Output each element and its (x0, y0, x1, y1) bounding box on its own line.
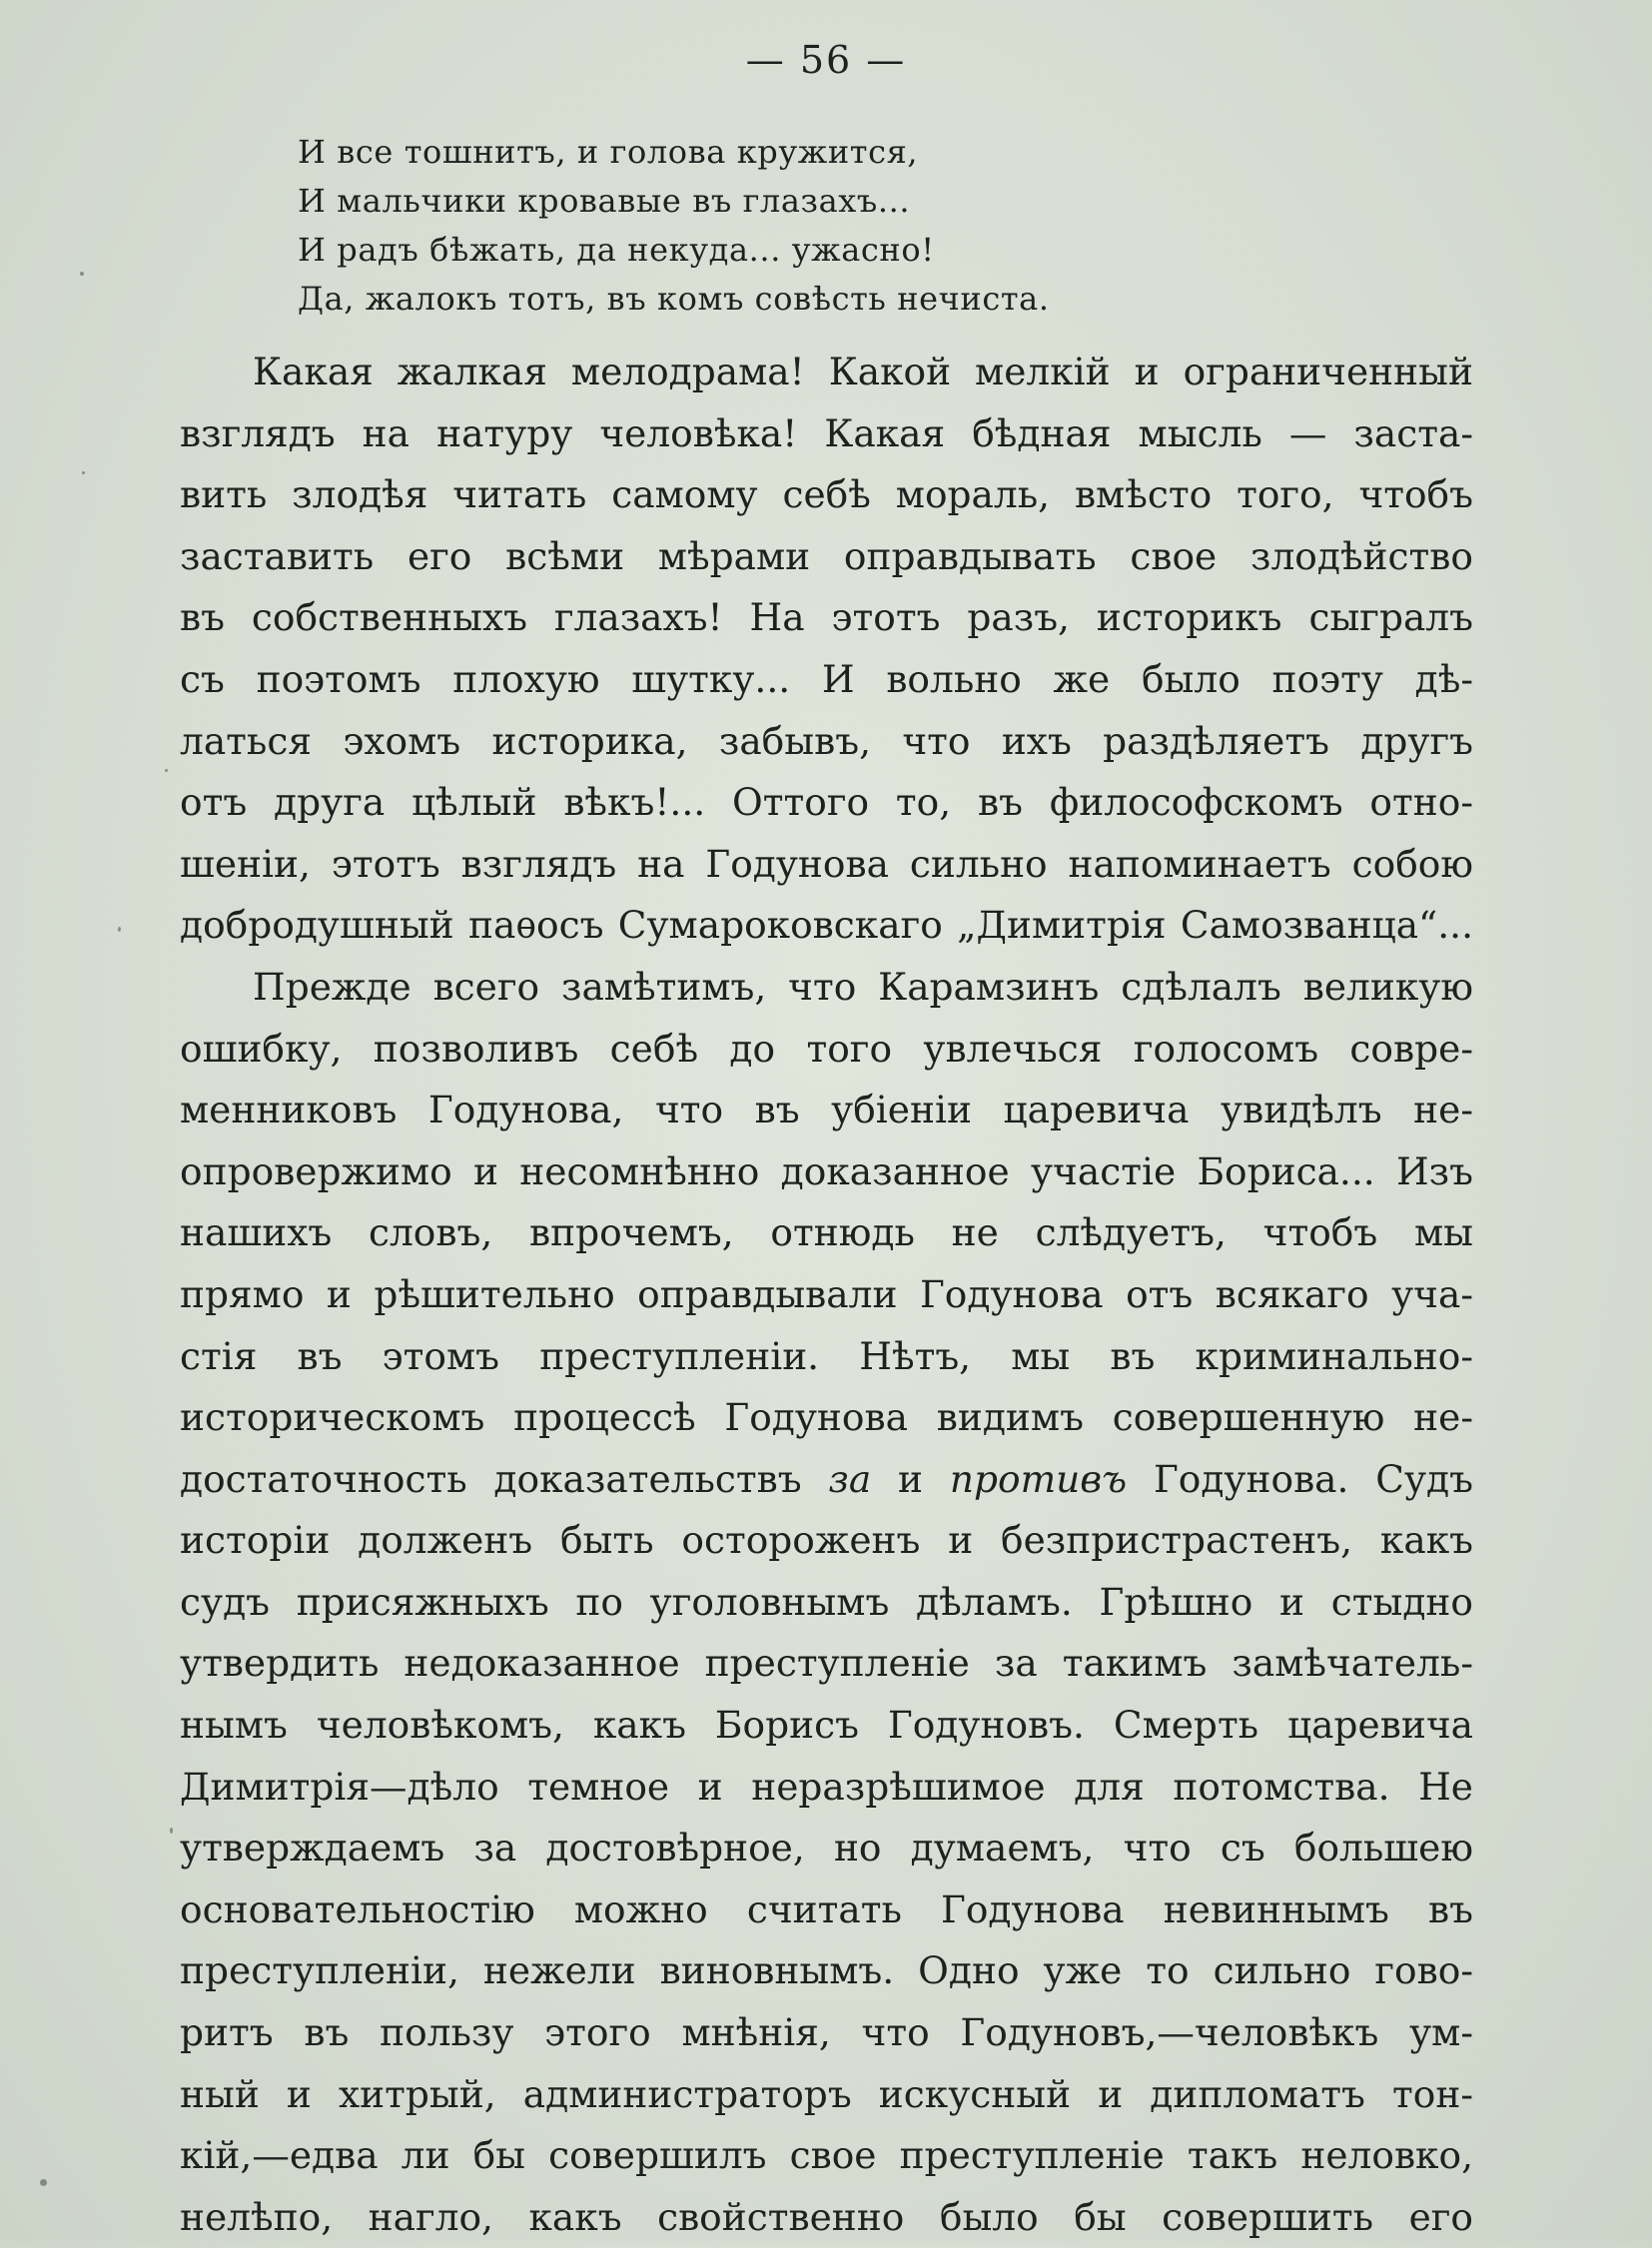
text-line: утверждаемъ за достовѣрное, но думаемъ, что съ большею (180, 1826, 1473, 1871)
text-segment: и (871, 1456, 950, 1501)
text-line: ошибку, позволивъ себѣ до того увлечься голосомъ совре- (180, 1026, 1473, 1071)
text-line: отъ друга цѣлый вѣкъ!... Оттого то, въ философскомъ отно- (180, 780, 1473, 825)
text-segment: Годунова. Судъ (1127, 1456, 1473, 1501)
verse-quote (298, 128, 1296, 324)
paper-speck (82, 471, 85, 474)
verse-line: И все тошнитъ, и голова кружится, (298, 133, 919, 171)
text-line: утвердить недоказанное преступленіе за такимъ замѣчатель- (180, 1641, 1473, 1686)
body-text (180, 342, 1473, 2248)
text-line: основательностію можно считать Годунова невиннымъ въ (180, 1886, 1473, 1931)
text-line: стія въ этомъ преступленіи. Нѣтъ, мы въ криминально- (180, 1333, 1473, 1378)
text-line: нашихъ словъ, впрочемъ, отнюдь не слѣдуетъ, чтобъ мы (180, 1210, 1473, 1255)
verse-line: И мальчики кровавые въ глазахъ... (298, 182, 911, 220)
paper-speck (170, 1828, 173, 1834)
paper-speck (165, 769, 168, 772)
text-line: въ собственныхъ глазахъ! На этотъ разъ, историкъ сыгралъ (180, 595, 1473, 640)
text-line: опровержимо и несомнѣнно доказанное участіе Бориса... Изъ (180, 1148, 1473, 1193)
text-line: ный и хитрый, администраторъ искусный и дипломатъ тон- (180, 2071, 1473, 2116)
text-line: шеніи, этотъ взглядъ на Годунова сильно напоминаетъ собою (180, 841, 1473, 886)
text-line: заставить его всѣми мѣрами оправдывать свое злодѣйство (180, 533, 1473, 578)
text-line: взглядъ на натуру человѣка! Какая бѣдная мысль — заста- (180, 410, 1473, 455)
text-line: нелѣпо, нагло, какъ свойственно было бы совершить его (180, 2194, 1473, 2239)
italic-word: противъ (949, 1456, 1128, 1501)
text-line: преступленіи, нежели виновнымъ. Одно уже то сильно гово- (180, 1948, 1473, 1993)
paper-speck (40, 2179, 47, 2186)
text-line: прямо и рѣшительно оправдывали Годунова отъ всякаго уча- (180, 1271, 1473, 1316)
italic-word: за (828, 1456, 872, 1501)
text-line: кій,—едва ли бы совершилъ свое преступленіе такъ неловко, (180, 2133, 1473, 2178)
paper-speck (80, 272, 84, 276)
text-line: вить злодѣя читать самому себѣ мораль, вмѣсто того, чтобъ (180, 472, 1473, 517)
text-line: съ поэтомъ плохую шутку... И вольно же было поэту дѣ- (180, 656, 1473, 701)
verse-line: И радъ бѣжать, да некуда... ужасно! (298, 231, 935, 269)
text-line: нымъ человѣкомъ, какъ Борисъ Годуновъ. Смерть царевича (180, 1703, 1473, 1748)
text-line: добродушный паѳосъ Сумароковскаго „Димитрія Самозванца“... (180, 903, 1473, 948)
text-line: историческомъ процессѣ Годунова видимъ совершенную не- (180, 1395, 1473, 1440)
text-line: исторіи долженъ быть остороженъ и безпристрастенъ, какъ (180, 1518, 1473, 1563)
text-line: ритъ въ пользу этого мнѣнія, что Годуновъ,—человѣкъ ум- (180, 2010, 1473, 2055)
text-line: Димитрія—дѣло темное и неразрѣшимое для потомства. Не (180, 1764, 1473, 1809)
text-line: судъ присяжныхъ по уголовнымъ дѣламъ. Грѣшно и стыдно (180, 1579, 1473, 1624)
text-line: латься эхомъ историка, забывъ, что ихъ раздѣляетъ другъ (180, 718, 1473, 763)
text-segment: достаточность доказательствъ (180, 1456, 829, 1501)
verse-line: Да, жалокъ тотъ, въ комъ совѣсть нечиста. (298, 280, 1050, 318)
text-line: менниковъ Годунова, что въ убіеніи царевича увидѣлъ не- (180, 1088, 1473, 1132)
text-line: Какая жалкая мелодрама! Какой мелкій и ограниченный (253, 350, 1473, 393)
paper-speck (118, 927, 121, 932)
page-number: — 56 — (745, 38, 907, 82)
text-line-with-italics (180, 1449, 1473, 1511)
text-line: Прежде всего замѣтимъ, что Карамзинъ сдѣлалъ великую (253, 964, 1473, 1009)
